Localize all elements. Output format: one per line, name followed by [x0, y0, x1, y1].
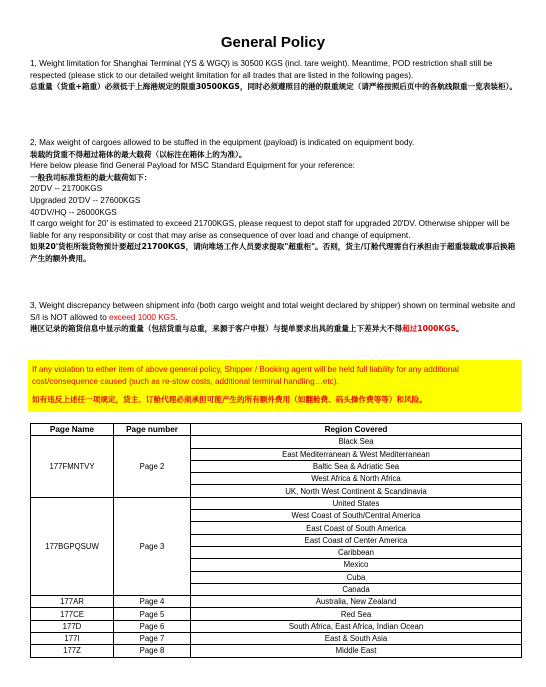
- header-region-covered: Region Covered: [191, 424, 522, 436]
- policy-item-3-en: [30, 300, 522, 323]
- policy-item-2-en3: If cargo weight for 20' is estimated to exceed 21700KGS, please request to depot staff for upgraded 20'DV. Otherwise shipper will be liable for any responsibility or cost that may arise as consequence of over load and change of equipment.: [30, 219, 510, 240]
- page-number-cell: Page 7: [114, 633, 191, 645]
- table-row: [31, 608, 522, 620]
- header-page-name: Page Name: [31, 424, 114, 436]
- payload-spec-20dv: 20'DV -- 21700KGS: [30, 184, 103, 194]
- region-cell: West Coast of South/Central America: [191, 510, 522, 522]
- table-row: [31, 436, 522, 448]
- payload-spec-40dv: 40'DV/HQ -- 26000KGS: [30, 207, 117, 217]
- policy-item-2-cn3: 如果20'货柜所装货物预计要超过21700KGS，请向堆场工作人员要求提取"超重柜"。否则，货主/订舱代理需自行承担由于超重装载或事后换箱产生的额外费用。: [30, 242, 516, 263]
- region-table: [30, 423, 522, 658]
- region-cell: South Africa, East Africa, Indian Ocean: [191, 620, 522, 632]
- page-name-cell: 177D: [31, 620, 114, 632]
- region-cell: East & South Asia: [191, 633, 522, 645]
- weight-limit-highlight-cn: 超过1000KGS: [402, 324, 457, 334]
- region-cell: Baltic Sea & Adriatic Sea: [191, 460, 522, 472]
- policy-item-2: [30, 137, 522, 265]
- violation-warning-box: [28, 360, 522, 412]
- region-cell: Black Sea: [191, 436, 522, 448]
- table-row: [31, 596, 522, 608]
- header-page-number: Page number: [114, 424, 191, 436]
- policy-item-2-cn1: 装载的货重不得超过箱体的最大载荷（以标注在箱体上的为准）。: [30, 149, 247, 159]
- policy-item-3-cn-end: 。: [456, 324, 464, 334]
- policy-item-2-en2: Here below please find General Payload for MSC Standard Equipment for your reference:: [30, 161, 355, 171]
- region-cell: Caribbean: [191, 546, 522, 558]
- violation-warning-en: If any violation to either item of above general policy, Shipper / Booking agent will be held full liability for any additional cost/consequence caused (such as re-stow costs, additional terminal handling…etc).: [32, 365, 459, 386]
- page-name-cell: 177I: [31, 633, 114, 645]
- region-cell: Middle East: [191, 645, 522, 657]
- page-name-cell: 177AR: [31, 596, 114, 608]
- page-name-cell: 177FMNTVY: [31, 436, 114, 497]
- region-cell: East Mediterranean & West Mediterranean: [191, 448, 522, 460]
- page-number-cell: Page 8: [114, 645, 191, 657]
- policy-item-3-cn: [30, 323, 522, 335]
- page-name-cell: 177BGPQSUW: [31, 497, 114, 595]
- policy-item-3: [30, 300, 522, 335]
- policy-item-1-cn: 总重量（货重+箱重）必须低于上海港规定的限重30500KGS，同时必须遵照目的港的限重规定（请严格按照后页中的各航线限重一览表装柜）。: [30, 82, 517, 92]
- policy-item-1: [30, 58, 522, 93]
- violation-warning-cn: 如有违反上述任一项规定，货主、订舱代理必须承担可能产生的所有额外费用（如翻舱费、码头操作费等等）和风险。: [32, 395, 427, 404]
- region-cell: UK, North West Continent & Scandinavia: [191, 485, 522, 497]
- policy-item-3-cn-text: 港区记录的箱货信息中显示的重量（包括货重与总重，来源于客户申报）与提单要求出具的重量上下差异大不得: [30, 324, 403, 334]
- policy-item-3-en-text: 3, Weight discrepancy between shipment info (both cargo weight and total weight declared by shipper) shown on terminal website and S/I is NOT allowed to: [30, 301, 516, 322]
- region-cell: Mexico: [191, 559, 522, 571]
- table-header-row: [31, 424, 522, 436]
- weight-limit-highlight: exceed 1000 KGS: [109, 312, 176, 322]
- region-cell: Canada: [191, 583, 522, 595]
- table-row: [31, 645, 522, 657]
- table-row: [31, 497, 522, 509]
- page-number-cell: Page 5: [114, 608, 191, 620]
- policy-item-2-cn2: 一般我司标准货柜的最大载荷如下：: [30, 172, 152, 182]
- region-cell: United States: [191, 497, 522, 509]
- region-cell: Australia, New Zealand: [191, 596, 522, 608]
- region-cell: East Coast of South America: [191, 522, 522, 534]
- policy-item-3-en-end: .: [175, 312, 178, 322]
- page-title: General Policy: [220, 34, 326, 51]
- page-name-cell: 177Z: [31, 645, 114, 657]
- page-number-cell: Page 4: [114, 596, 191, 608]
- region-cell: Red Sea: [191, 608, 522, 620]
- region-cell: Cuba: [191, 571, 522, 583]
- region-cell: West Africa & North Africa: [191, 473, 522, 485]
- table-row: [31, 633, 522, 645]
- page-number-cell: Page 3: [114, 497, 191, 595]
- page-number-cell: Page 6: [114, 620, 191, 632]
- page-number-cell: Page 2: [114, 436, 191, 497]
- table-row: [31, 620, 522, 632]
- policy-item-2-en1: 2, Max weight of cargoes allowed to be stuffed in the equipment (payload) is indicated on equipment body.: [30, 138, 415, 147]
- region-cell: East Coast of Center America: [191, 534, 522, 546]
- page-name-cell: 177CE: [31, 608, 114, 620]
- payload-spec-upgraded-20dv: Upgraded 20'DV -- 27600KGS: [30, 195, 141, 205]
- policy-item-1-en: 1, Weight limitation for Shanghai Terminal (YS & WGQ) is 30500 KGS (incl. tare weight). Meantime, POD restriction shall still be respected (please stick to our detailed weight limitation for all trades that are listed in the following pages).: [30, 59, 493, 80]
